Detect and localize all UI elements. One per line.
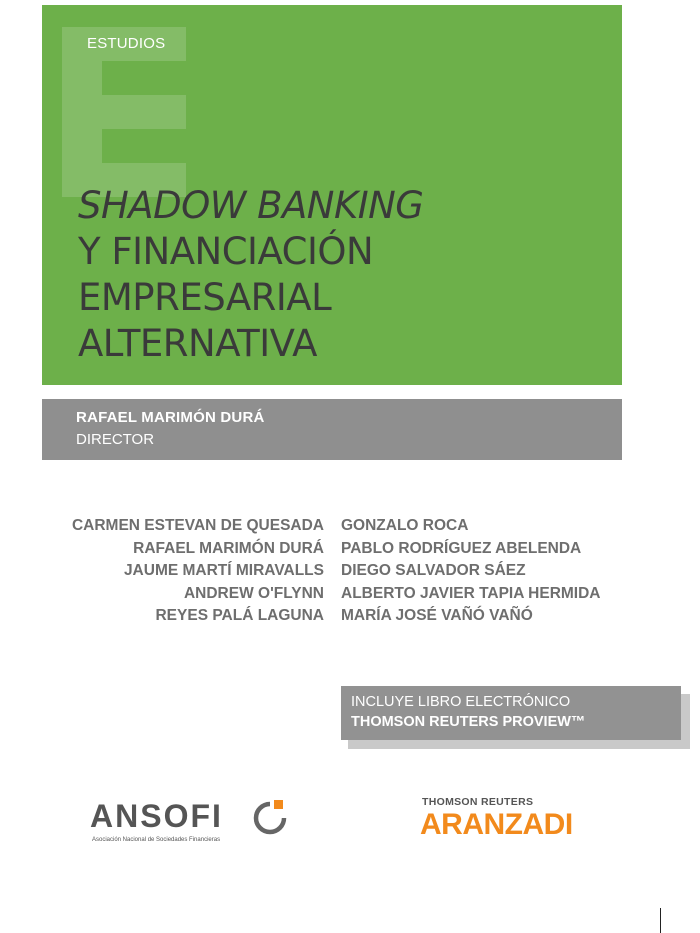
series-label: ESTUDIOS xyxy=(87,35,166,52)
thomson-reuters-label: THOMSON REUTERS xyxy=(422,796,534,808)
title-line-3: EMPRESARIAL xyxy=(78,276,332,319)
director-band xyxy=(42,399,622,460)
proview-line-1: INCLUYE LIBRO ELECTRÓNICO xyxy=(351,694,571,710)
author-name: DIEGO SALVADOR SÁEZ xyxy=(341,562,526,579)
title-line-1: SHADOW BANKING xyxy=(78,184,424,227)
ansofi-ring-icon xyxy=(248,796,292,840)
author-name: PABLO RODRÍGUEZ ABELENDA xyxy=(341,539,582,557)
decorative-letter-e xyxy=(62,27,186,197)
author-name: MARÍA JOSÉ VAÑÓ VAÑÓ xyxy=(341,607,533,624)
proview-badge xyxy=(341,686,681,740)
aranzadi-logo xyxy=(420,796,573,842)
author-name: ANDREW O'FLYNN xyxy=(183,584,324,602)
director-role: DIRECTOR xyxy=(76,431,155,448)
proview-line-2: THOMSON REUTERS PROVIEW™ xyxy=(351,714,586,730)
book-title xyxy=(78,183,423,367)
ansofi-wordmark: ANSOFI xyxy=(90,798,223,834)
ansofi-logo xyxy=(88,796,308,856)
crop-mark xyxy=(660,908,661,933)
cover-green-panel xyxy=(42,5,622,385)
ansofi-subtitle: Asociación Nacional de Sociedades Financieras xyxy=(92,837,221,843)
aranzadi-wordmark: ARANZADI xyxy=(420,808,573,841)
author-name: REYES PALÁ LAGUNA xyxy=(155,607,324,624)
author-name: JAUME MARTÍ MIRAVALLS xyxy=(123,562,324,579)
author-name: RAFAEL MARIMÓN DURÁ xyxy=(133,539,324,557)
author-name: GONZALO ROCA xyxy=(341,517,469,534)
title-line-4: ALTERNATIVA xyxy=(78,322,317,365)
author-name: CARMEN ESTEVAN DE QUESADA xyxy=(71,517,324,534)
director-name: RAFAEL MARIMÓN DURÁ xyxy=(76,409,265,426)
title-line-2: Y FINANCIACIÓN xyxy=(78,230,374,273)
author-name: ALBERTO JAVIER TAPIA HERMIDA xyxy=(341,584,601,602)
authors-left-column xyxy=(40,515,324,628)
authors-right-column xyxy=(341,515,641,628)
